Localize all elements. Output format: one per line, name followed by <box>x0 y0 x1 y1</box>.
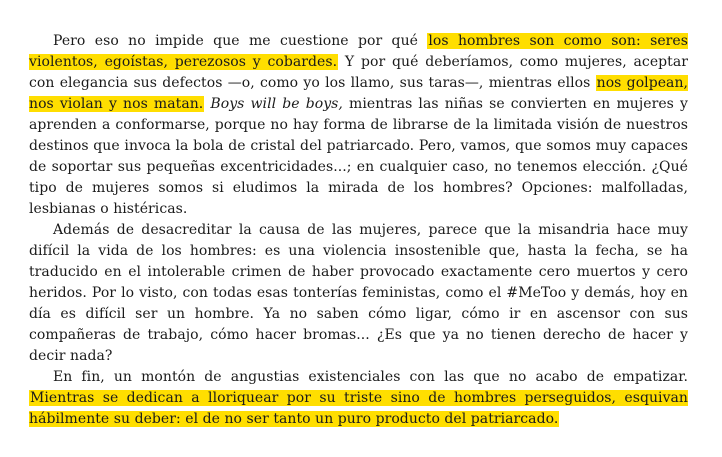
body-text <box>29 31 688 430</box>
paragraph <box>29 31 688 220</box>
paragraph <box>29 367 688 430</box>
text-segment: mientras las niñas se convierten en mujeres y aprenden a conformarse, porque no hay forma de librarse de la limitada visión de nuestros destinos que invoca la bola de cristal del patriarcado. Pero, vamos, que somos muy capaces de soportar sus pequeñas excentricidades...; en cualquier caso, no tenemos elección. ¿Qué tipo de mujeres somos si eludimos la mirada de los hombres? Opciones: malfolladas, lesbianas o histéricas. <box>29 96 688 217</box>
highlighted-text: los hombres son como son: seres violentos, egoístas, perezosos y cobardes. <box>29 33 688 70</box>
text-segment: En fin, un montón de angustias existenciales con las que no acabo de empatizar. <box>53 369 688 385</box>
text-segment: Y por qué deberíamos, como mujeres, aceptar con elegancia sus defectos —o, como yo los llamo, sus taras—, mientras ellos <box>29 54 688 91</box>
paragraph <box>29 220 688 367</box>
highlighted-text: Mientras se dedican a lloriquear por su triste sino de hombres perseguidos, esquivan hábilmente su deber: el de no ser tanto un puro producto del patriarcado. <box>29 390 688 427</box>
italic-text: Boys will be boys, <box>210 96 343 112</box>
text-segment: Pero eso no impide que me cuestione por qué <box>53 33 428 49</box>
highlighted-text: nos golpean, nos violan y nos matan. <box>29 75 689 112</box>
text-segment: Además de desacreditar la causa de las mujeres, parece que la misandria hace muy difícil la vida de los hombres: es una violencia insostenible que, hasta la fecha, se ha traducido en el intolerable crimen de haber provocado exactamente cero muertos y cero heridos. Por lo visto, con todas esas tonterías feministas, como el #MeToo y demás, hoy en día es difícil ser un hombre. Ya no saben cómo ligar, cómo ir en ascensor con sus compañeras de trabajo, cómo hacer bromas... ¿Es que ya no tienen derecho de hacer y decir nada? <box>29 222 688 364</box>
